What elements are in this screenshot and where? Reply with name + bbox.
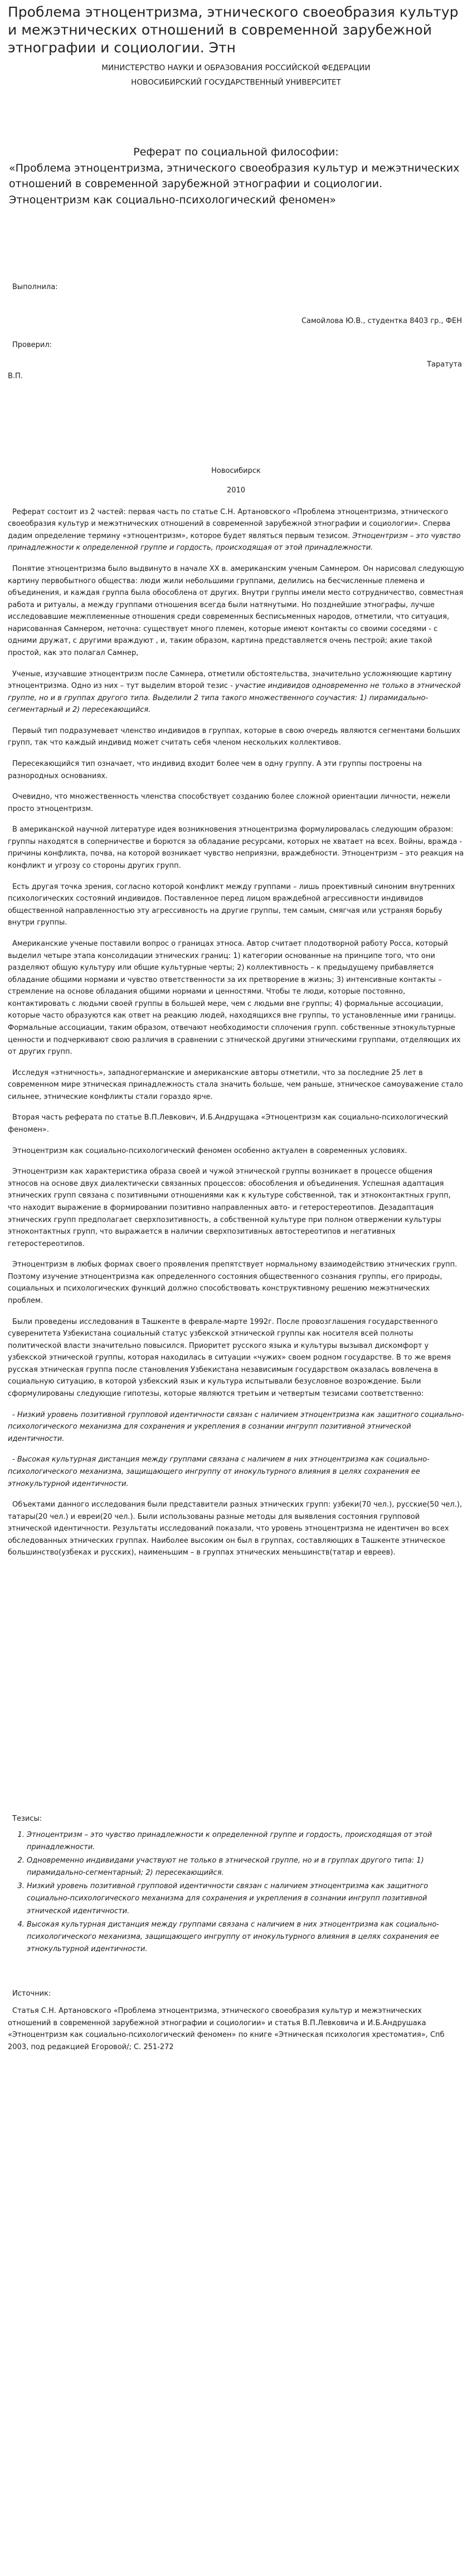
paragraph-text: Исследуя «этничность», западногерманские и американские авторы отметили, что за последние 25 лет в современном мире этническая принадлежность стала значить больше, чем раньше, этническое самоуважение стало сильнее, этнические конфликты стали гораздо ярче. [8, 1068, 463, 1101]
body-paragraph [8, 758, 464, 782]
paragraph-text: Объектами данного исследования были представители разных этнических групп: узбеки(70 чел.), русские(50 чел.), татары(20 чел.) и евреи(20 чел.). Были использованы разные методы для выявления состояния групповой этнической идентичности. Результаты исследований показали, что уровень этноцентризма не идентичен во всех обследованных этнических группах. Наиболее высоким он был в группах, составляющих в Ташкенте этническое большинство(узбеках и русских), наименьшим – в группах этнических меньшинств(татар и евреев). [8, 1500, 463, 1557]
year-line: 2010 [226, 486, 246, 495]
supervisor-initials: В.П. [8, 372, 23, 381]
paragraph-italic-text: участие индивидов одновременно не только в этнической группе, но и в группах другого типа. Выделили 2 типа такого множественного соучастия: 1) пирамидально-сегментарный и 2) пересекающийся. [8, 682, 461, 715]
paragraph-text: Вторая часть реферата по статье В.П.Левкович, И.Б.Андрущака «Этноцентризм как социально-психологический феномен». [8, 1113, 448, 1135]
body-paragraph [8, 938, 464, 1058]
body-paragraph [8, 824, 464, 872]
body-paragraph [8, 1454, 464, 1490]
university-line: НОВОСИБИРСКИЙ ГОСУДАРСТВЕННЫЙ УНИВЕРСИТЕТ [131, 77, 341, 87]
paragraph-text: Этноцентризм как социально-психологический феномен особенно актуален в современных условиях. [12, 1146, 407, 1155]
body-paragraph [8, 725, 464, 749]
thesis-item: 1. Этноцентризм – это чувство принадлежности к определенной группе и гордость, происходящая от этой принадлежности. [27, 1829, 464, 1854]
paragraph-text: Этноцентризм в любых формах своего проявления препятствует нормальному взаимодействию этнических групп. Поэтому изучение этноцентризма как определенного состояния общественного сознания группы, его природы, социальных и психологических функций должно способствовать конструктивному решению межэтнических проблем. [8, 1260, 458, 1305]
checked-by-label: Проверил: [12, 341, 52, 350]
sources-label: Источник: [12, 1989, 51, 1998]
paragraph-italic-text: Низкий уровень позитивной групповой идентичности связан с наличием этноцентризма как защитного социально-психологического механизма для сохранения и укрепления в сознании ингрупп позитивной этнической идентичности. [8, 1410, 464, 1443]
supervisor-row [8, 359, 464, 370]
paragraph-text: Очевидно, что множественность членства способствует созданию более сложной ориентации личности, нежели просто этноцентризм. [8, 793, 450, 813]
body-paragraph [8, 1316, 464, 1400]
paragraph-text: Американские ученые поставили вопрос о границах этноса. Автор считает плодотворной работу Росса, который выделил четыре этапа консолидации этнических границ: 1) категории основанные на принципе того, что они разделяют общую культуру или общие культурные черты; 2) коллективность – к предыдущему прибавляется обладание общими нормами и чувство ответственности за их претворение в жизнь; 3) интенсивные контакты – стремление на основе обладания общими нормами и ценностями. Чтобы те люди, которые постоянно, контактировать с людьми своей группы в большей мере, чем с людьми вне группы; 4) формальные ассоциации, которые часто образуются как ответ на реакцию людей, находящихся вне группы, то установленные ими границы. Формальные ассоциации, таким образом, отвечают необходимости сплочения групп. собственные этнокультурные ценности и подчеркивают свою различия в сравнении с этнической другими этническими группами, отделяющих их от других групп. [8, 939, 461, 1057]
body-paragraph [8, 1112, 464, 1136]
paragraph-text: Были проведены исследования в Ташкенте в феврале-марте 1992г. После провозглашения государственного суверенитета Узбекистана социальный статус узбекской этнической группы как носителя всей полноты политической власти значительно повысился. Приоритет русского языка и культуры вызывал дискомфорт у узбекской этнической группы, которая находилась в ситуации «чужих» своем родном государстве. В то же время русская этническая группа после становления Узбекистана независимым государством оказалась вовлечена в социальную ситуацию, в которой узбекский язык и культура испытывали безусловное возрождение. Были сформулированы следующие гипотезы, которые являются третьим и четвертым тезисами соответственно: [8, 1317, 451, 1399]
theses-label: Тезисы: [12, 1814, 42, 1823]
ministry-line: МИНИСТЕРСТВО НАУКИ И ОБРАЗОВАНИЯ РОССИЙСКОЙ ФЕДЕРАЦИИ [101, 63, 371, 72]
document-title: Проблема этноцентризма, этнического своеобразия культур и межэтнических отношений в современной зарубежной этнографии и социологии. Этн [8, 4, 459, 56]
essay-heading: Реферат по социальной философии: [133, 146, 339, 159]
thesis-item: 2. Одновременно индивидами участвуют не только в этнической группе, но и в группах другого типа: 1) пирамидально-сегментарный; 2) пересекающийся. [27, 1855, 464, 1879]
paragraph-text: Понятие этноцентризма было выдвинуто в начале XX в. американским ученым Самнером. Он нарисовал следующую картину первобытного общества: люди жили небольшими группами, делились на бесчисленные племена и объединения, и каждая группа была обособлена от других. Внутри группы имели место сотрудничество, совместная работа и ритуалы, а между группами отношения всегда были натянутыми. Но позднейшие этнографы, лучше исследовавшие межплеменные отношения среди современных бесписьменных народов, отметили, что ситуация, нарисованная Самнером, неточна: существует много племен, которые имеют контакты со своими соседями - с одними дружат, с другими враждуют , и, таким образом, картина представляется очень пестрой; акие такой простой, как это полагал Самнер, [8, 564, 464, 657]
paragraph-italic-text: Высокая культурная дистанция между группами связана с наличием в них этноцентризма как социально-психологического механизма, защищающего ингруппу от инокультурного влияния в целях сохранения ее этнокультурной идентичности. [8, 1455, 430, 1488]
body-paragraph [8, 1166, 464, 1250]
body-paragraph [8, 668, 464, 716]
paragraph-text: В американской научной литературе идея возникновения этноцентризма формулировалась следующим образом: группы находятся в соперничестве и борются за обладание ресурсами, которых не хватает на всех. Войны, вражда - причины конфликта, почва, на которой возникает чувство неприязни, враждебности. Этноцентризм – это реакция на конфликт и угрозу со стороны других групп. [8, 825, 464, 871]
paragraph-text: Пересекающийся тип означает, что индивид входит более чем в одну группу. А эти группы построены на разнородных основаниях. [8, 760, 422, 780]
body-paragraph [8, 1409, 464, 1445]
essay-body [8, 506, 464, 1559]
paragraph-text: Есть другая точка зрения, согласно которой конфликт между группами – лишь проективный синоним внутренних психологических состояний индивидов. Поставленное перед лицом враждебной агрессивности индивидов общественной направленностью эту агрессивность на другие группы, тем самым, смягчая или устраняя борьбу внутри группы. [8, 882, 455, 927]
body-paragraph [8, 506, 464, 554]
thesis-item: 3. Низкий уровень позитивной групповой идентичности связан с наличием этноцентризма как защитного социально-психологического механизма для сохранения и укрепления в сознании ингрупп позитивной этнической идентичности. [27, 1880, 464, 1917]
source-text: Статья С.Н. Артановского «Проблема этноцентризма, этнического своеобразия культур и межэтнических отношений в современной зарубежной этнографии и социологии» и статья В.П.Левковича и И.Б.Андрушака «Этноцентризм как социально-психологический феномен» по книге «Этническая психология хрестоматия», Спб 2003, под редакцией Егоровой/; С. 251-272 [8, 2007, 445, 2051]
paragraph-text: Первый тип подразумевает членство индивидов в группах, которые в свою очередь являются сегментами больших групп, так что каждый индивид может считать себя членом нескольких коллективов. [8, 726, 460, 747]
paragraph-text: Реферат состоит из 2 частей: первая часть по статье С.Н. Артановского «Проблема этноцентризма, этнического своеобразия культур и межэтнических отношений в современной зарубежной этнографии и социологии». Сперва дадим определение термину «этноцентризм», которое будет являться первым тезисом. [8, 507, 451, 540]
paragraph-text: - [12, 1410, 17, 1419]
thesis-item: 4. Высокая культурная дистанция между группами связана с наличием в них этноцентризма как социально-психологического механизма, защищающего ингруппу от инокультурного влияния в целях сохранения ее этнокультурной идентичности. [27, 1919, 464, 1956]
city-line: Новосибирск [211, 466, 261, 475]
paragraph-text: Ученые, изучавшие этноцентризм после Самнера, отметили обстоятельства, значительно усложняющие картину этноцентризма. Одно из них – тут выделим второй тезис - [8, 669, 452, 691]
supervisor-surname: Таратута [427, 360, 462, 369]
body-paragraph [8, 1259, 464, 1307]
author-line: Самойлова Ю.В., студентка 8403 гр., ФЕН [301, 317, 462, 326]
paragraph-text: Этноцентризм как характеристика образа своей и чужой этнической группы возникает в процессе общения этносов на основе двух диалектически связанных процессов: обособления и объединения. Успешная адаптация этнических групп связана с позитивными отношениями как к культуре собственной, так и этноконтактных групп, что находит выражение в формировании позитивно направленных авто- и гетеростереотипов. Дезадаптация этнических групп предполагает сверхпозитивность, а собственной культуре при полном отвержении культуры этноконтактных групп, что выражается в наличии сверхпозитивных автостереотипов и негативных гетеростереотипов. [8, 1167, 451, 1248]
essay-title: «Проблема этноцентризма, этнического своеобразия культур и межэтнических отношений в современной зарубежной этнографии и социологии. Этноцентризм как социально-психологический феномен» [9, 162, 460, 206]
paragraph-text: - [12, 1455, 17, 1464]
done-by-label: Выполнила: [12, 283, 58, 292]
blank-space [8, 1568, 464, 1813]
body-paragraph [8, 1499, 464, 1559]
body-paragraph [8, 1145, 464, 1157]
paragraph-italic-text: Этноцентризм – это чувство принадлежности к определенной группе и гордость, происходящая от этой принадлежности. [8, 531, 461, 553]
body-paragraph [8, 563, 464, 659]
theses-list [8, 1829, 464, 1956]
body-paragraph [8, 791, 464, 815]
body-paragraph [8, 1067, 464, 1103]
body-paragraph [8, 881, 464, 929]
